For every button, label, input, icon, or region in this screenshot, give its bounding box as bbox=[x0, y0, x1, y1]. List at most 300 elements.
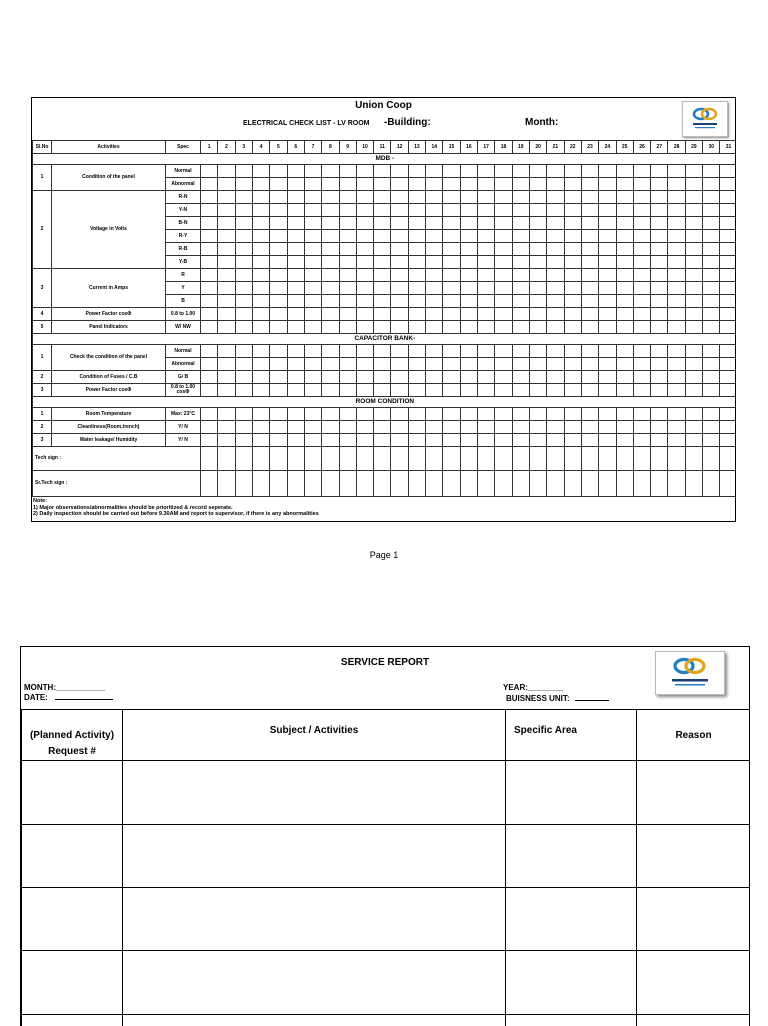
day-cell[interactable] bbox=[201, 434, 218, 447]
day-cell[interactable] bbox=[408, 191, 425, 204]
day-cell[interactable] bbox=[252, 321, 269, 334]
day-cell[interactable] bbox=[201, 230, 218, 243]
day-cell[interactable] bbox=[547, 434, 564, 447]
day-cell[interactable] bbox=[633, 178, 650, 191]
day-cell[interactable] bbox=[235, 243, 252, 256]
day-cell[interactable] bbox=[270, 345, 287, 358]
day-cell[interactable] bbox=[703, 408, 720, 421]
day-cell[interactable] bbox=[720, 384, 736, 397]
day-cell[interactable] bbox=[720, 165, 736, 178]
day-cell[interactable] bbox=[235, 230, 252, 243]
day-cell[interactable] bbox=[633, 384, 650, 397]
day-cell[interactable] bbox=[460, 421, 477, 434]
day-cell[interactable] bbox=[218, 434, 235, 447]
request-cell[interactable] bbox=[22, 888, 123, 951]
day-cell[interactable] bbox=[529, 178, 546, 191]
day-cell[interactable] bbox=[512, 243, 529, 256]
report-year-field[interactable]: YEAR:________ bbox=[503, 683, 563, 692]
day-cell[interactable] bbox=[201, 204, 218, 217]
day-cell[interactable] bbox=[564, 447, 581, 471]
day-cell[interactable] bbox=[720, 345, 736, 358]
day-cell[interactable] bbox=[703, 282, 720, 295]
day-cell[interactable] bbox=[512, 421, 529, 434]
day-cell[interactable] bbox=[685, 371, 702, 384]
day-cell[interactable] bbox=[547, 345, 564, 358]
day-cell[interactable] bbox=[426, 165, 443, 178]
day-cell[interactable] bbox=[633, 230, 650, 243]
day-cell[interactable] bbox=[651, 269, 668, 282]
day-cell[interactable] bbox=[270, 191, 287, 204]
day-cell[interactable] bbox=[201, 243, 218, 256]
day-cell[interactable] bbox=[720, 371, 736, 384]
day-cell[interactable] bbox=[426, 384, 443, 397]
day-cell[interactable] bbox=[668, 178, 685, 191]
request-cell[interactable] bbox=[22, 825, 123, 888]
day-cell[interactable] bbox=[391, 371, 408, 384]
day-cell[interactable] bbox=[201, 191, 218, 204]
day-cell[interactable] bbox=[529, 358, 546, 371]
day-cell[interactable] bbox=[426, 358, 443, 371]
day-cell[interactable] bbox=[581, 358, 598, 371]
day-cell[interactable] bbox=[460, 345, 477, 358]
day-cell[interactable] bbox=[218, 295, 235, 308]
day-cell[interactable] bbox=[235, 447, 252, 471]
day-cell[interactable] bbox=[651, 321, 668, 334]
day-cell[interactable] bbox=[356, 282, 373, 295]
day-cell[interactable] bbox=[668, 165, 685, 178]
day-cell[interactable] bbox=[252, 217, 269, 230]
day-cell[interactable] bbox=[270, 243, 287, 256]
day-cell[interactable] bbox=[460, 408, 477, 421]
day-cell[interactable] bbox=[495, 345, 512, 358]
day-cell[interactable] bbox=[426, 282, 443, 295]
day-cell[interactable] bbox=[218, 269, 235, 282]
day-cell[interactable] bbox=[374, 178, 391, 191]
day-cell[interactable] bbox=[287, 178, 304, 191]
subject-cell[interactable] bbox=[123, 888, 506, 951]
day-cell[interactable] bbox=[495, 269, 512, 282]
day-cell[interactable] bbox=[391, 165, 408, 178]
day-cell[interactable] bbox=[616, 269, 633, 282]
day-cell[interactable] bbox=[408, 408, 425, 421]
day-cell[interactable] bbox=[391, 178, 408, 191]
day-cell[interactable] bbox=[374, 434, 391, 447]
subject-cell[interactable] bbox=[123, 1015, 506, 1026]
day-cell[interactable] bbox=[374, 345, 391, 358]
day-cell[interactable] bbox=[339, 371, 356, 384]
day-cell[interactable] bbox=[374, 165, 391, 178]
day-cell[interactable] bbox=[408, 345, 425, 358]
day-cell[interactable] bbox=[685, 282, 702, 295]
day-cell[interactable] bbox=[581, 308, 598, 321]
day-cell[interactable] bbox=[685, 345, 702, 358]
day-cell[interactable] bbox=[339, 321, 356, 334]
day-cell[interactable] bbox=[252, 384, 269, 397]
day-cell[interactable] bbox=[668, 321, 685, 334]
day-cell[interactable] bbox=[564, 434, 581, 447]
day-cell[interactable] bbox=[304, 471, 321, 497]
day-cell[interactable] bbox=[529, 321, 546, 334]
day-cell[interactable] bbox=[443, 358, 460, 371]
day-cell[interactable] bbox=[651, 178, 668, 191]
day-cell[interactable] bbox=[633, 408, 650, 421]
day-cell[interactable] bbox=[374, 295, 391, 308]
day-cell[interactable] bbox=[651, 282, 668, 295]
day-cell[interactable] bbox=[651, 204, 668, 217]
day-cell[interactable] bbox=[356, 471, 373, 497]
day-cell[interactable] bbox=[685, 408, 702, 421]
day-cell[interactable] bbox=[512, 358, 529, 371]
day-cell[interactable] bbox=[478, 165, 495, 178]
day-cell[interactable] bbox=[651, 384, 668, 397]
day-cell[interactable] bbox=[599, 256, 616, 269]
day-cell[interactable] bbox=[495, 321, 512, 334]
day-cell[interactable] bbox=[599, 191, 616, 204]
day-cell[interactable] bbox=[235, 321, 252, 334]
day-cell[interactable] bbox=[235, 434, 252, 447]
day-cell[interactable] bbox=[547, 243, 564, 256]
day-cell[interactable] bbox=[322, 217, 339, 230]
day-cell[interactable] bbox=[426, 230, 443, 243]
day-cell[interactable] bbox=[495, 178, 512, 191]
day-cell[interactable] bbox=[564, 321, 581, 334]
day-cell[interactable] bbox=[581, 471, 598, 497]
day-cell[interactable] bbox=[356, 165, 373, 178]
day-cell[interactable] bbox=[218, 384, 235, 397]
day-cell[interactable] bbox=[322, 230, 339, 243]
day-cell[interactable] bbox=[720, 434, 736, 447]
day-cell[interactable] bbox=[391, 421, 408, 434]
day-cell[interactable] bbox=[356, 434, 373, 447]
day-cell[interactable] bbox=[599, 243, 616, 256]
day-cell[interactable] bbox=[443, 471, 460, 497]
day-cell[interactable] bbox=[564, 282, 581, 295]
day-cell[interactable] bbox=[685, 178, 702, 191]
day-cell[interactable] bbox=[408, 295, 425, 308]
day-cell[interactable] bbox=[512, 269, 529, 282]
day-cell[interactable] bbox=[426, 434, 443, 447]
day-cell[interactable] bbox=[218, 243, 235, 256]
day-cell[interactable] bbox=[633, 256, 650, 269]
day-cell[interactable] bbox=[651, 345, 668, 358]
reason-cell[interactable] bbox=[637, 888, 751, 951]
day-cell[interactable] bbox=[356, 421, 373, 434]
day-cell[interactable] bbox=[512, 230, 529, 243]
day-cell[interactable] bbox=[270, 178, 287, 191]
day-cell[interactable] bbox=[304, 345, 321, 358]
day-cell[interactable] bbox=[408, 165, 425, 178]
area-cell[interactable] bbox=[506, 951, 637, 1015]
day-cell[interactable] bbox=[252, 447, 269, 471]
day-cell[interactable] bbox=[356, 321, 373, 334]
day-cell[interactable] bbox=[201, 217, 218, 230]
day-cell[interactable] bbox=[443, 178, 460, 191]
day-cell[interactable] bbox=[218, 217, 235, 230]
day-cell[interactable] bbox=[235, 421, 252, 434]
day-cell[interactable] bbox=[235, 471, 252, 497]
day-cell[interactable] bbox=[374, 447, 391, 471]
day-cell[interactable] bbox=[703, 358, 720, 371]
day-cell[interactable] bbox=[443, 421, 460, 434]
day-cell[interactable] bbox=[287, 408, 304, 421]
day-cell[interactable] bbox=[512, 384, 529, 397]
request-cell[interactable] bbox=[22, 761, 123, 825]
day-cell[interactable] bbox=[668, 295, 685, 308]
day-cell[interactable] bbox=[252, 230, 269, 243]
day-cell[interactable] bbox=[668, 269, 685, 282]
day-cell[interactable] bbox=[374, 243, 391, 256]
day-cell[interactable] bbox=[633, 269, 650, 282]
day-cell[interactable] bbox=[478, 269, 495, 282]
day-cell[interactable] bbox=[252, 295, 269, 308]
day-cell[interactable] bbox=[547, 308, 564, 321]
day-cell[interactable] bbox=[478, 282, 495, 295]
day-cell[interactable] bbox=[322, 408, 339, 421]
day-cell[interactable] bbox=[512, 165, 529, 178]
day-cell[interactable] bbox=[374, 384, 391, 397]
day-cell[interactable] bbox=[374, 308, 391, 321]
day-cell[interactable] bbox=[581, 230, 598, 243]
day-cell[interactable] bbox=[374, 256, 391, 269]
day-cell[interactable] bbox=[478, 230, 495, 243]
day-cell[interactable] bbox=[703, 421, 720, 434]
day-cell[interactable] bbox=[685, 358, 702, 371]
day-cell[interactable] bbox=[252, 308, 269, 321]
day-cell[interactable] bbox=[356, 230, 373, 243]
day-cell[interactable] bbox=[495, 384, 512, 397]
day-cell[interactable] bbox=[616, 434, 633, 447]
day-cell[interactable] bbox=[633, 191, 650, 204]
day-cell[interactable] bbox=[391, 358, 408, 371]
day-cell[interactable] bbox=[322, 178, 339, 191]
day-cell[interactable] bbox=[287, 204, 304, 217]
day-cell[interactable] bbox=[651, 371, 668, 384]
day-cell[interactable] bbox=[564, 191, 581, 204]
day-cell[interactable] bbox=[599, 178, 616, 191]
day-cell[interactable] bbox=[252, 243, 269, 256]
day-cell[interactable] bbox=[581, 421, 598, 434]
day-cell[interactable] bbox=[304, 256, 321, 269]
day-cell[interactable] bbox=[599, 345, 616, 358]
day-cell[interactable] bbox=[651, 243, 668, 256]
day-cell[interactable] bbox=[304, 204, 321, 217]
day-cell[interactable] bbox=[616, 345, 633, 358]
day-cell[interactable] bbox=[478, 321, 495, 334]
day-cell[interactable] bbox=[460, 256, 477, 269]
day-cell[interactable] bbox=[235, 358, 252, 371]
day-cell[interactable] bbox=[616, 308, 633, 321]
day-cell[interactable] bbox=[270, 269, 287, 282]
day-cell[interactable] bbox=[478, 384, 495, 397]
day-cell[interactable] bbox=[218, 471, 235, 497]
day-cell[interactable] bbox=[426, 269, 443, 282]
day-cell[interactable] bbox=[339, 191, 356, 204]
day-cell[interactable] bbox=[668, 256, 685, 269]
day-cell[interactable] bbox=[581, 269, 598, 282]
day-cell[interactable] bbox=[529, 269, 546, 282]
day-cell[interactable] bbox=[720, 256, 736, 269]
day-cell[interactable] bbox=[408, 204, 425, 217]
day-cell[interactable] bbox=[651, 217, 668, 230]
day-cell[interactable] bbox=[720, 204, 736, 217]
day-cell[interactable] bbox=[460, 178, 477, 191]
day-cell[interactable] bbox=[512, 408, 529, 421]
day-cell[interactable] bbox=[703, 308, 720, 321]
day-cell[interactable] bbox=[287, 371, 304, 384]
day-cell[interactable] bbox=[443, 321, 460, 334]
day-cell[interactable] bbox=[581, 371, 598, 384]
day-cell[interactable] bbox=[252, 256, 269, 269]
day-cell[interactable] bbox=[391, 345, 408, 358]
day-cell[interactable] bbox=[339, 282, 356, 295]
day-cell[interactable] bbox=[356, 243, 373, 256]
day-cell[interactable] bbox=[408, 217, 425, 230]
day-cell[interactable] bbox=[218, 256, 235, 269]
report-month-field[interactable]: MONTH:___________ bbox=[24, 683, 105, 692]
day-cell[interactable] bbox=[391, 256, 408, 269]
day-cell[interactable] bbox=[304, 178, 321, 191]
day-cell[interactable] bbox=[374, 321, 391, 334]
day-cell[interactable] bbox=[339, 447, 356, 471]
day-cell[interactable] bbox=[322, 371, 339, 384]
day-cell[interactable] bbox=[322, 256, 339, 269]
day-cell[interactable] bbox=[252, 282, 269, 295]
day-cell[interactable] bbox=[322, 308, 339, 321]
day-cell[interactable] bbox=[512, 256, 529, 269]
day-cell[interactable] bbox=[512, 178, 529, 191]
day-cell[interactable] bbox=[374, 471, 391, 497]
day-cell[interactable] bbox=[235, 269, 252, 282]
day-cell[interactable] bbox=[443, 371, 460, 384]
day-cell[interactable] bbox=[322, 165, 339, 178]
day-cell[interactable] bbox=[720, 471, 736, 497]
day-cell[interactable] bbox=[374, 191, 391, 204]
day-cell[interactable] bbox=[443, 447, 460, 471]
day-cell[interactable] bbox=[322, 384, 339, 397]
day-cell[interactable] bbox=[685, 191, 702, 204]
day-cell[interactable] bbox=[633, 204, 650, 217]
day-cell[interactable] bbox=[685, 384, 702, 397]
day-cell[interactable] bbox=[651, 165, 668, 178]
day-cell[interactable] bbox=[218, 421, 235, 434]
day-cell[interactable] bbox=[304, 217, 321, 230]
day-cell[interactable] bbox=[633, 165, 650, 178]
day-cell[interactable] bbox=[651, 191, 668, 204]
day-cell[interactable] bbox=[633, 358, 650, 371]
day-cell[interactable] bbox=[599, 282, 616, 295]
day-cell[interactable] bbox=[547, 421, 564, 434]
day-cell[interactable] bbox=[356, 256, 373, 269]
day-cell[interactable] bbox=[443, 282, 460, 295]
day-cell[interactable] bbox=[218, 165, 235, 178]
day-cell[interactable] bbox=[408, 471, 425, 497]
day-cell[interactable] bbox=[304, 371, 321, 384]
day-cell[interactable] bbox=[201, 256, 218, 269]
day-cell[interactable] bbox=[512, 217, 529, 230]
day-cell[interactable] bbox=[408, 384, 425, 397]
day-cell[interactable] bbox=[547, 269, 564, 282]
day-cell[interactable] bbox=[616, 421, 633, 434]
day-cell[interactable] bbox=[304, 408, 321, 421]
day-cell[interactable] bbox=[703, 204, 720, 217]
day-cell[interactable] bbox=[685, 243, 702, 256]
day-cell[interactable] bbox=[512, 345, 529, 358]
day-cell[interactable] bbox=[478, 256, 495, 269]
day-cell[interactable] bbox=[529, 165, 546, 178]
day-cell[interactable] bbox=[460, 217, 477, 230]
day-cell[interactable] bbox=[478, 358, 495, 371]
day-cell[interactable] bbox=[322, 269, 339, 282]
day-cell[interactable] bbox=[616, 230, 633, 243]
reason-cell[interactable] bbox=[637, 951, 751, 1015]
day-cell[interactable] bbox=[564, 358, 581, 371]
day-cell[interactable] bbox=[668, 230, 685, 243]
day-cell[interactable] bbox=[252, 165, 269, 178]
day-cell[interactable] bbox=[426, 256, 443, 269]
day-cell[interactable] bbox=[391, 282, 408, 295]
day-cell[interactable] bbox=[201, 269, 218, 282]
day-cell[interactable] bbox=[581, 321, 598, 334]
day-cell[interactable] bbox=[685, 421, 702, 434]
day-cell[interactable] bbox=[426, 217, 443, 230]
day-cell[interactable] bbox=[529, 434, 546, 447]
day-cell[interactable] bbox=[547, 217, 564, 230]
day-cell[interactable] bbox=[218, 345, 235, 358]
day-cell[interactable] bbox=[339, 384, 356, 397]
day-cell[interactable] bbox=[235, 371, 252, 384]
day-cell[interactable] bbox=[529, 217, 546, 230]
day-cell[interactable] bbox=[322, 471, 339, 497]
day-cell[interactable] bbox=[668, 408, 685, 421]
day-cell[interactable] bbox=[564, 345, 581, 358]
day-cell[interactable] bbox=[478, 178, 495, 191]
day-cell[interactable] bbox=[581, 217, 598, 230]
day-cell[interactable] bbox=[201, 178, 218, 191]
day-cell[interactable] bbox=[703, 434, 720, 447]
area-cell[interactable] bbox=[506, 761, 637, 825]
day-cell[interactable] bbox=[599, 217, 616, 230]
day-cell[interactable] bbox=[304, 165, 321, 178]
day-cell[interactable] bbox=[599, 204, 616, 217]
day-cell[interactable] bbox=[668, 191, 685, 204]
day-cell[interactable] bbox=[270, 447, 287, 471]
day-cell[interactable] bbox=[703, 345, 720, 358]
day-cell[interactable] bbox=[478, 204, 495, 217]
reason-cell[interactable] bbox=[637, 761, 751, 825]
day-cell[interactable] bbox=[426, 191, 443, 204]
day-cell[interactable] bbox=[668, 434, 685, 447]
day-cell[interactable] bbox=[201, 345, 218, 358]
day-cell[interactable] bbox=[252, 358, 269, 371]
day-cell[interactable] bbox=[460, 165, 477, 178]
day-cell[interactable] bbox=[443, 230, 460, 243]
day-cell[interactable] bbox=[408, 321, 425, 334]
day-cell[interactable] bbox=[703, 165, 720, 178]
day-cell[interactable] bbox=[374, 371, 391, 384]
day-cell[interactable] bbox=[443, 217, 460, 230]
day-cell[interactable] bbox=[668, 447, 685, 471]
day-cell[interactable] bbox=[426, 371, 443, 384]
day-cell[interactable] bbox=[529, 408, 546, 421]
day-cell[interactable] bbox=[668, 282, 685, 295]
request-cell[interactable] bbox=[22, 951, 123, 1015]
day-cell[interactable] bbox=[339, 217, 356, 230]
day-cell[interactable] bbox=[252, 471, 269, 497]
day-cell[interactable] bbox=[287, 447, 304, 471]
day-cell[interactable] bbox=[426, 178, 443, 191]
day-cell[interactable] bbox=[599, 384, 616, 397]
day-cell[interactable] bbox=[287, 434, 304, 447]
